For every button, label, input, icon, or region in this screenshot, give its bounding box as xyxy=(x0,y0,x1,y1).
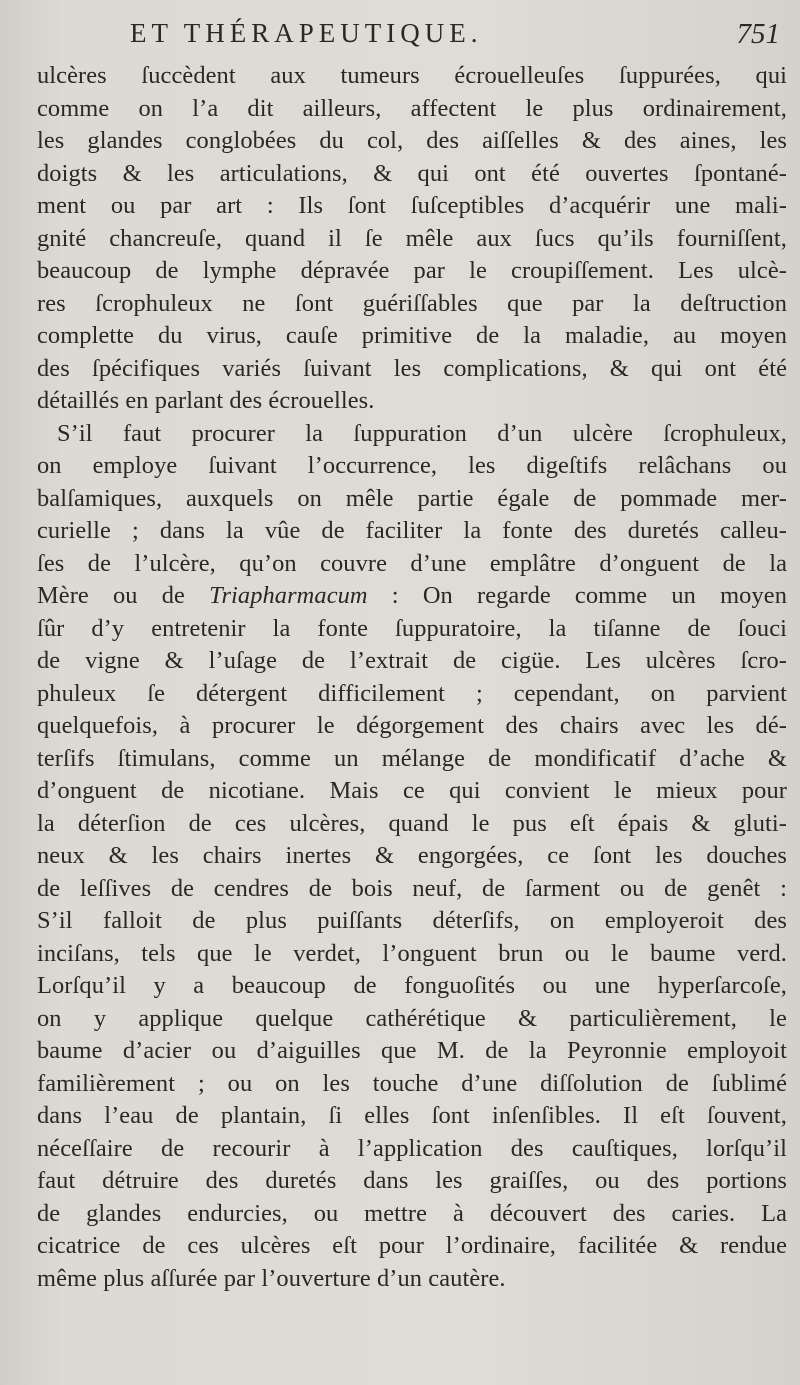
text-line: S’il falloit de plus puiſſants déterſifs, on employeroit des xyxy=(37,907,787,934)
text-line: même plus aſſurée par l’ouverture d’un cautère. xyxy=(37,1264,506,1292)
text-line: beaucoup de lymphe dépravée par le croupiſſement. Les ulcè- xyxy=(37,257,787,284)
text-line: on y applique quelque cathérétique & particulièrement, le xyxy=(37,1004,787,1032)
text-line-with-italic: Mère ou de Triapharmacum : On regarde comme un moyen xyxy=(37,582,787,609)
text-line: de leſſives de cendres de bois neuf, de ſarment ou de genêt : xyxy=(37,874,787,902)
text-line: d’onguent de nicotiane. Mais ce qui convient le mieux pour xyxy=(37,777,787,804)
page-number: 751 xyxy=(736,18,780,50)
text-line: néceſſaire de recourir à l’application des cauſtiques, lorſqu’il xyxy=(37,1134,787,1162)
text-line: faut détruire des duretés dans les graiſſes, ou des portions xyxy=(37,1167,787,1194)
text-line: dans l’eau de plantain, ſi elles ſont inſenſibles. Il eſt ſouvent, xyxy=(37,1102,787,1129)
body-text xyxy=(37,60,787,1295)
italic-term: Triapharmacum xyxy=(209,582,368,609)
text-line: terſifs ſtimulans, comme un mélange de mondificatif d’ache & xyxy=(37,744,787,772)
text-line: curielle ; dans la vûe de faciliter la fonte des duretés calleu- xyxy=(37,517,787,544)
paragraph-1 xyxy=(37,60,787,418)
text-line: balſamiques, auxquels on mêle partie égale de pommade mer- xyxy=(37,484,787,512)
text-line: de glandes endurcies, ou mettre à découvert des caries. La xyxy=(37,1199,787,1227)
text-line: baume d’acier ou d’aiguilles que M. de la Peyronnie employoit xyxy=(37,1037,787,1064)
text-line: res ſcrophuleux ne ſont guériſſables que par la deſtruction xyxy=(37,289,787,317)
running-head: ET THÉRAPEUTIQUE. xyxy=(130,18,483,48)
text-line: doigts & les articulations, & qui ont été ouvertes ſpontané- xyxy=(37,159,787,187)
text-line: phuleux ſe détergent difficilement ; cependant, on parvient xyxy=(37,679,787,707)
text-line: détaillés en parlant des écrouelles. xyxy=(37,387,375,414)
text-line: les glandes conglobées du col, des aiſſelles & des aines, les xyxy=(37,127,787,154)
text-line: familièrement ; ou on les touche d’une diſſolution de ſublimé xyxy=(37,1069,787,1097)
text-line: gnité chancreuſe, quand il ſe mêle aux ſucs qu’ils fourniſſent, xyxy=(37,224,787,252)
text-line: complette du virus, cauſe primitive de la maladie, au moyen xyxy=(37,322,787,349)
page-header xyxy=(130,18,780,62)
text-line: comme on l’a dit ailleurs, affectent le plus ordinairement, xyxy=(37,94,787,122)
text-line: ulcères ſuccèdent aux tumeurs écrouelleuſes ſuppurées, qui xyxy=(37,62,787,89)
text-line: quelquefois, à procurer le dégorgement des chairs avec les dé- xyxy=(37,712,787,739)
text-line: cicatrice de ces ulcères eſt pour l’ordinaire, facilitée & rendue xyxy=(37,1232,787,1259)
text-line: S’il faut procurer la ſuppuration d’un ulcère ſcrophuleux, xyxy=(57,419,787,447)
text-line: des ſpécifiques variés ſuivant les complications, & qui ont été xyxy=(37,354,787,382)
text-line: de vigne & l’uſage de l’extrait de cigüe. Les ulcères ſcro- xyxy=(37,647,787,674)
paragraph-2 xyxy=(37,418,787,1296)
text-line: on employe ſuivant l’occurrence, les digeſtifs relâchans ou xyxy=(37,452,787,479)
text-line: la déterſion de ces ulcères, quand le pus eſt épais & gluti- xyxy=(37,809,787,837)
text-line: inciſans, tels que le verdet, l’onguent brun ou le baume verd. xyxy=(37,939,787,967)
text-line: Lorſqu’il y a beaucoup de fonguoſités ou une hyperſarcoſe, xyxy=(37,972,787,999)
text-line: ſûr d’y entretenir la fonte ſuppuratoire, la tiſanne de ſouci xyxy=(37,614,787,642)
text-line: ſes de l’ulcère, qu’on couvre d’une emplâtre d’onguent de la xyxy=(37,549,787,577)
text-line: ment ou par art : Ils ſont ſuſceptibles d’acquérir une mali- xyxy=(37,192,787,219)
text-line: neux & les chairs inertes & engorgées, ce ſont les douches xyxy=(37,842,787,869)
